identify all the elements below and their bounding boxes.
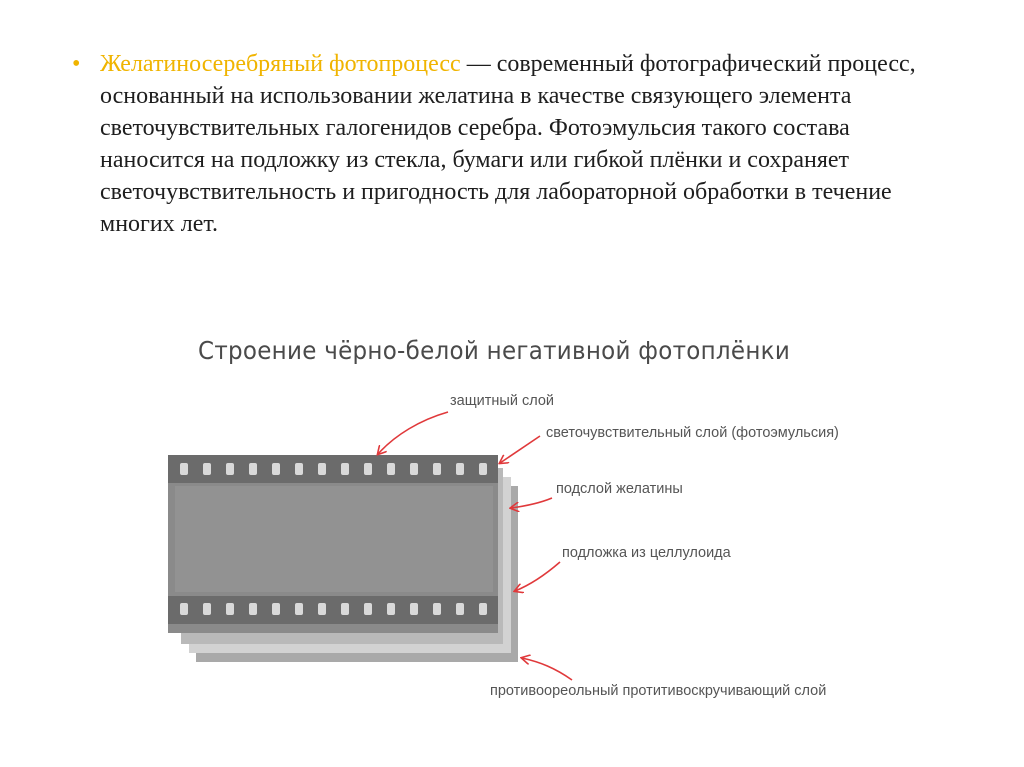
arrow-protective bbox=[378, 412, 448, 454]
label-base-layer: подложка из целлулоида bbox=[562, 545, 731, 561]
film-frame-area bbox=[175, 486, 493, 592]
film-strip-bottom bbox=[168, 596, 498, 624]
arrow-antihalation bbox=[522, 658, 572, 680]
bullet-dot-icon: • bbox=[72, 51, 81, 77]
arrow-base bbox=[515, 562, 560, 591]
label-emulsion-layer: светочувствительный слой (фотоэмульсия) bbox=[546, 425, 839, 441]
term-link[interactable]: Желатиносеребряный фотопроцесс bbox=[100, 51, 461, 77]
bullet-rest-text: — современный фотографический процесс, основанный на использовании желатина в качестве связующего элемента светочувствительных галогенидов серебра. Фотоэмульсия такого состава наносится на подложку из стекла, бумаги или гибкой плёнки и сохраняет светочувствительность и пригодность для лабораторной обработки в течение многих лет. bbox=[100, 51, 916, 237]
arrow-emulsion bbox=[500, 436, 540, 463]
film-strip-top bbox=[168, 455, 498, 483]
label-antihalation-layer: противоореольный протитивоскручивающий слой bbox=[490, 683, 827, 699]
label-protective-layer: защитный слой bbox=[450, 393, 554, 409]
diagram-title: Строение чёрно-белой негативной фотоплёнки bbox=[198, 336, 791, 365]
label-gelatin-sublayer: подслой желатины bbox=[556, 481, 683, 497]
